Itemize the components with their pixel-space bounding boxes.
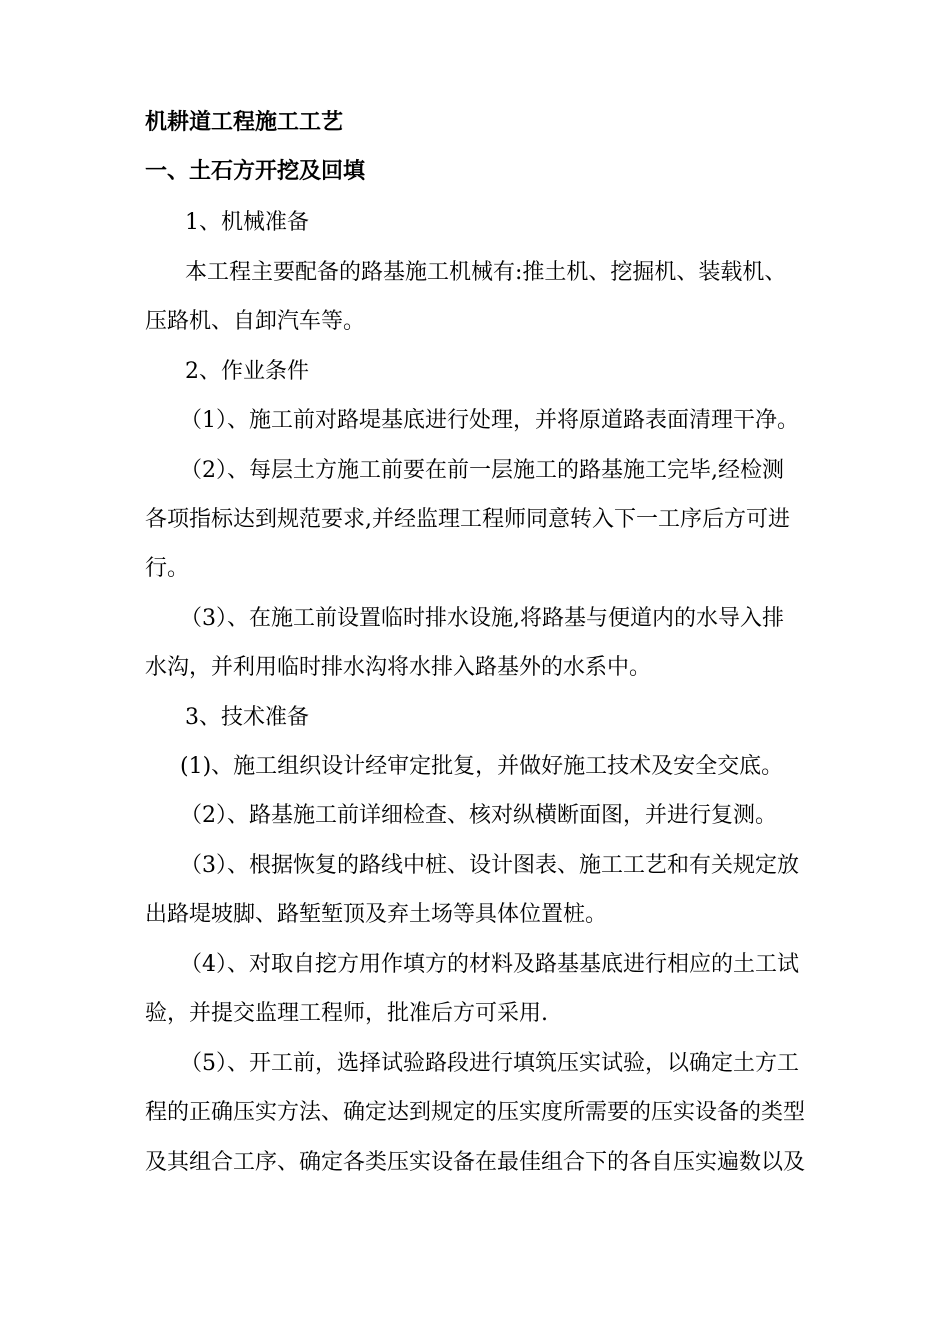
paragraph-line: （2）、路基施工前详细检查、核对纵横断面图，并进行复测。 xyxy=(180,803,777,828)
paragraph-line: 各项指标达到规范要求,并经监理工程师同意转入下一工序后方可进 xyxy=(145,507,790,532)
subsection-heading-technical: 3、技术准备 xyxy=(185,705,309,730)
subsection-heading-machinery: 1、机械准备 xyxy=(185,210,309,235)
paragraph-line: （4）、对取自挖方用作填方的材料及路基基底进行相应的土工试 xyxy=(180,952,799,977)
paragraph-line: 本工程主要配备的路基施工机械有:推土机、挖掘机、装载机、 xyxy=(185,260,787,285)
paragraph-line: （1）、施工前对路堤基底进行处理，并将原道路表面清理干净。 xyxy=(180,408,799,433)
paragraph-line: 验，并提交监理工程师，批准后方可采用. xyxy=(145,1001,548,1026)
subsection-heading-conditions: 2、作业条件 xyxy=(185,359,309,384)
paragraph-line: 水沟，并利用临时排水沟将水排入路基外的水系中。 xyxy=(145,655,652,680)
paragraph-line: 行。 xyxy=(145,556,190,581)
paragraph-line: 压路机、自卸汽车等。 xyxy=(145,309,366,334)
paragraph-line: 程的正确压实方法、确定达到规定的压实度所需要的压实设备的类型 xyxy=(145,1100,806,1125)
document-title: 机耕道工程施工工艺 xyxy=(145,109,344,135)
paragraph-line: 及其组合工序、确定各类压实设备在最佳组合下的各自压实遍数以及 xyxy=(145,1150,806,1175)
paragraph-line: （2）、每层土方施工前要在前一层施工的路基施工完毕,经检测 xyxy=(180,458,784,483)
section-heading: 一、土石方开挖及回填 xyxy=(145,158,366,184)
paragraph-line: (1)、施工组织设计经审定批复，并做好施工技术及安全交底。 xyxy=(180,754,784,779)
paragraph-line: （3）、根据恢复的路线中桩、设计图表、施工工艺和有关规定放 xyxy=(180,853,799,878)
paragraph-line: （5）、开工前，选择试验路段进行填筑压实试验，以确定土方工 xyxy=(180,1051,799,1076)
paragraph-line: 出路堤坡脚、路堑堑顶及弃土场等具体位置桩。 xyxy=(145,902,608,927)
paragraph-line: （3）、在施工前设置临时排水设施,将路基与便道内的水导入排 xyxy=(180,606,784,631)
